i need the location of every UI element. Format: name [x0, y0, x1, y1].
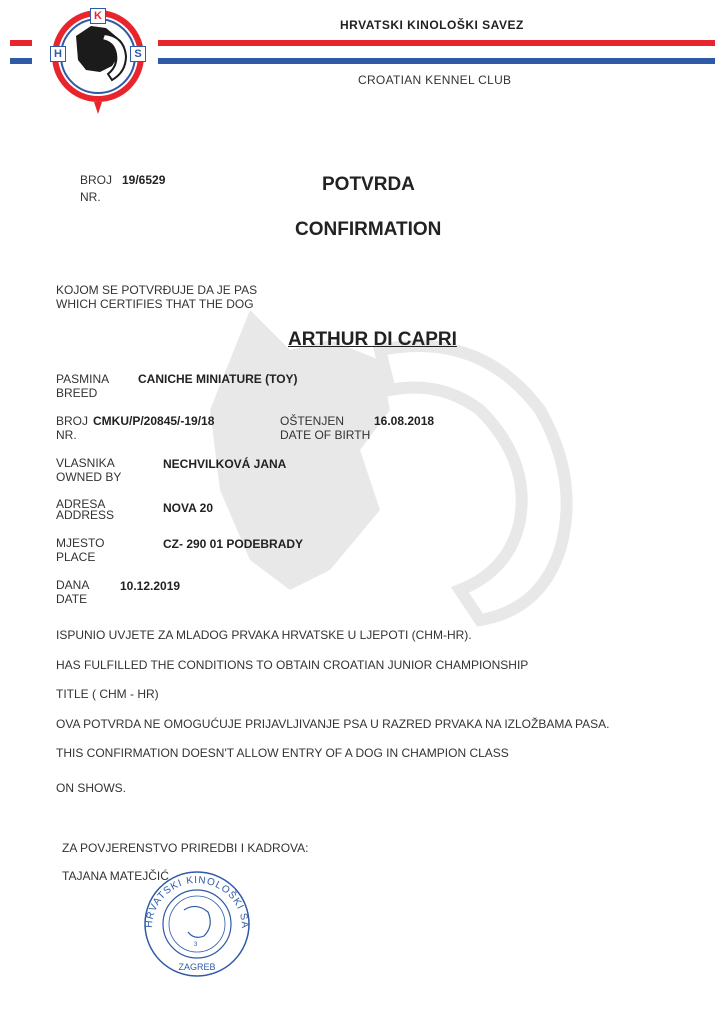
body-line-6: ON SHOWS.	[56, 781, 127, 795]
body-line-3: TITLE ( CHM - HR)	[56, 687, 159, 701]
owner-value: NECHVILKOVÁ JANA	[163, 457, 287, 471]
signatory-name: TAJANA MATEJČIĆ	[62, 869, 169, 883]
header-stripe-blue	[158, 58, 715, 64]
stamp-number: 3	[194, 942, 198, 948]
header-stripe-red-left	[10, 40, 32, 46]
number-label-en: NR.	[80, 190, 101, 204]
address-value: NOVA 20	[163, 501, 214, 515]
body-line-5: THIS CONFIRMATION DOESN'T ALLOW ENTRY OF A DOG IN CHAMPION CLASS	[56, 746, 509, 760]
breed-value: CANICHE MINIATURE (TOY)	[138, 372, 298, 386]
place-label-hr: MJESTO	[56, 536, 105, 550]
title-english: CONFIRMATION	[295, 219, 442, 240]
kennel-club-logo	[46, 6, 154, 116]
dob-value: 16.08.2018	[374, 414, 435, 428]
svg-text:HRVATSKI KINOLOŠKI SAVEZ	[138, 866, 250, 929]
header-stripe-blue-left	[10, 58, 32, 64]
body-line-2: HAS FULFILLED THE CONDITIONS TO OBTAIN CROATIAN JUNIOR CHAMPIONSHIP	[56, 658, 529, 672]
body-line-1: ISPUNIO UVJETE ZA MLADOG PRVAKA HRVATSKE U LJEPOTI (CHM-HR).	[56, 628, 472, 642]
date-value: 10.12.2019	[120, 579, 181, 593]
stamp-arc-text: HRVATSKI KINOLOŠKI SA	[143, 874, 251, 929]
intro-hr: KOJOM SE POTVRĐUJE DA JE PAS	[56, 283, 258, 297]
dog-name: ARTHUR DI CAPRI	[288, 329, 457, 350]
place-label-en: PLACE	[56, 550, 96, 564]
stamp-city: ZAGREB	[178, 962, 216, 972]
address-label-hr: ADRESA	[56, 497, 106, 511]
number-value: 19/6529	[122, 173, 166, 187]
reg-number-value: CMKU/P/20845/-19/18	[93, 414, 215, 428]
breed-label-hr: PASMINA	[56, 372, 110, 386]
address-label-en: ADDRESS	[56, 508, 115, 522]
reg-number-label-hr: BROJ	[56, 414, 89, 428]
dob-label-hr: OŠTENJEN	[280, 414, 345, 428]
logo-letter-s: S	[130, 46, 146, 62]
place-value: CZ- 290 01 PODEBRADY	[163, 537, 304, 551]
org-name-english: CROATIAN KENNEL CLUB	[358, 73, 512, 87]
title-croatian: POTVRDA	[322, 174, 415, 195]
dob-label-en: DATE OF BIRTH	[280, 428, 371, 442]
intro-en: WHICH CERTIFIES THAT THE DOG	[56, 297, 254, 311]
date-label-en: DATE	[56, 592, 88, 606]
committee-label: ZA POVJERENSTVO PRIREDBI I KADROVA:	[62, 841, 309, 855]
logo-letter-h: H	[50, 46, 66, 62]
breed-label-en: BREED	[56, 386, 98, 400]
org-name-croatian: HRVATSKI KINOLOŠKI SAVEZ	[340, 18, 524, 32]
reg-number-label-en: NR.	[56, 428, 77, 442]
official-stamp	[138, 866, 256, 978]
number-label-hr: BROJ	[80, 173, 113, 187]
logo-letter-k: K	[90, 8, 106, 24]
owner-label-en: OWNED BY	[56, 470, 122, 484]
owner-label-hr: VLASNIKA	[56, 456, 115, 470]
body-line-4: OVA POTVRDA NE OMOGUĆUJE PRIJAVLJIVANJE PSA U RAZRED PRVAKA NA IZLOŽBAMA PASA.	[56, 717, 610, 731]
header-stripe-red	[158, 40, 715, 46]
date-label-hr: DANA	[56, 578, 90, 592]
watermark-dog-icon	[180, 290, 600, 710]
